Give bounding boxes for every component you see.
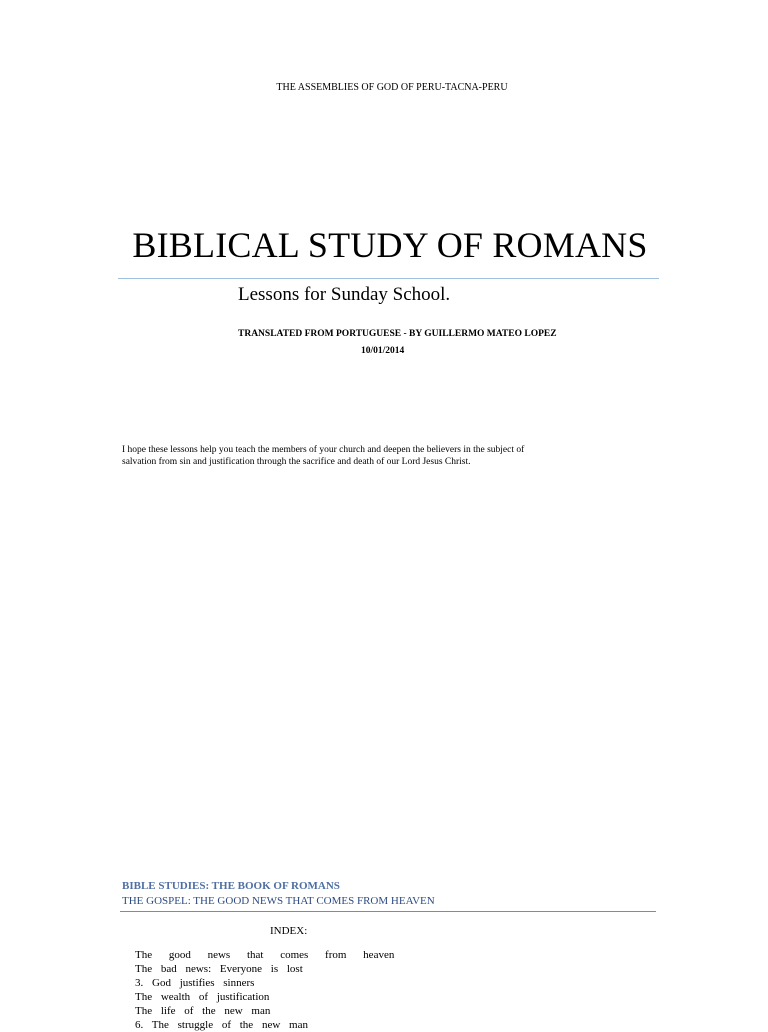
section-divider xyxy=(120,911,656,912)
document-title: BIBLICAL STUDY OF ROMANS xyxy=(132,225,648,265)
list-item: The life of the new man xyxy=(135,1005,271,1017)
list-item: The bad news: Everyone is lost xyxy=(135,963,303,975)
intro-line: I hope these lessons help you teach the members of your church and deepen the believers in the subject of xyxy=(122,445,525,455)
index-label: INDEX: xyxy=(270,925,308,937)
list-item: 3. God justifies sinners xyxy=(135,977,255,989)
title-divider xyxy=(118,278,659,279)
list-item: 6. The struggle of the new man xyxy=(135,1019,308,1031)
list-item: The good news that comes from heaven xyxy=(135,949,395,961)
intro-paragraph xyxy=(122,445,552,468)
document-subtitle: Lessons for Sunday School. xyxy=(238,284,451,305)
list-item: The wealth of justification xyxy=(135,991,270,1003)
organization-header: THE ASSEMBLIES OF GOD OF PERU-TACNA-PERU xyxy=(276,82,508,93)
translator-credit: TRANSLATED FROM PORTUGUESE - BY GUILLERMO MATEO LOPEZ xyxy=(238,329,557,339)
document-date: 10/01/2014 xyxy=(361,346,405,356)
intro-line: salvation from sin and justification through the sacrifice and death of our Lord Jesus Christ. xyxy=(122,456,471,467)
section-subheading: THE GOSPEL: THE GOOD NEWS THAT COMES FROM HEAVEN xyxy=(122,895,435,907)
index-list xyxy=(135,948,394,1032)
section-heading: BIBLE STUDIES: THE BOOK OF ROMANS xyxy=(122,880,340,892)
